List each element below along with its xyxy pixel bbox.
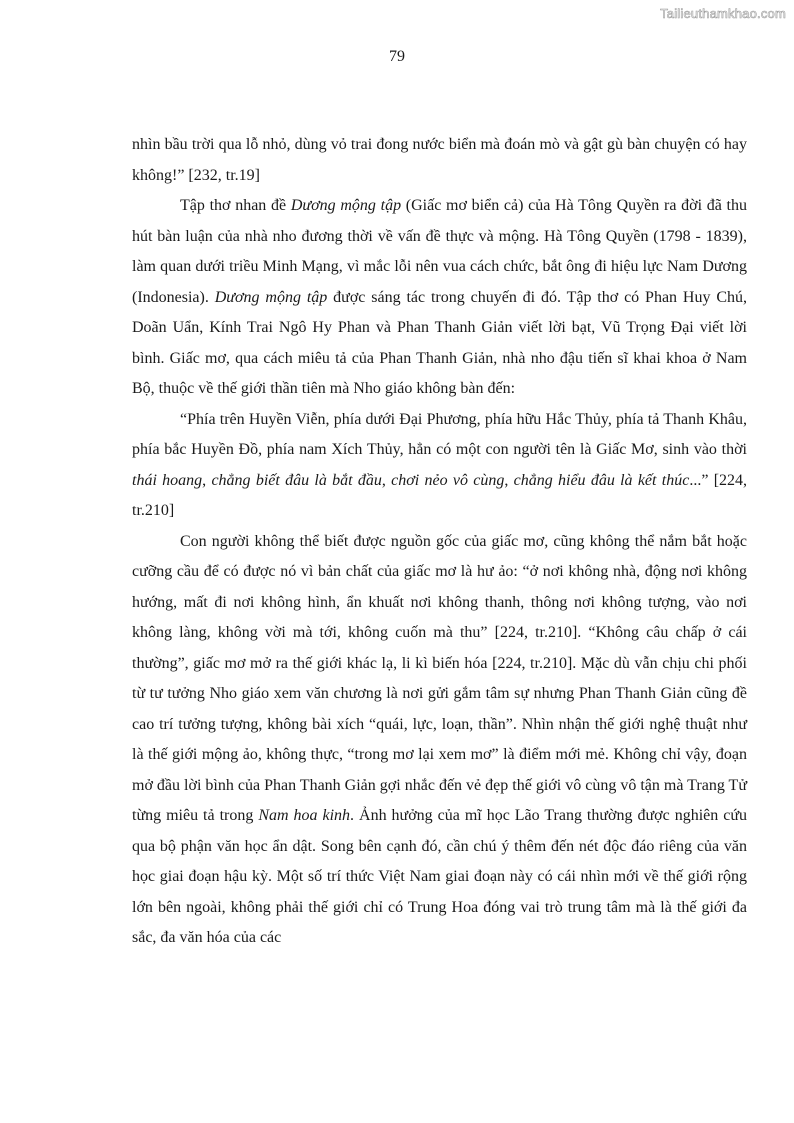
italic-phrase: chẳng hiểu đâu là kết thúc bbox=[513, 471, 690, 489]
watermark: Tailieuthamkhao.com bbox=[660, 6, 786, 21]
italic-phrase: thái hoang bbox=[132, 471, 203, 489]
text-run: được sáng tác trong chuyến đi đó. Tập thơ có Phan Huy Chú, Doãn Uẩn, Kính Trai Ngô Hy Phan và Phan Thanh Giản viết lời bạt, Vũ Trọng Đại viết lời bình. Giấc mơ, qua cách miêu tả của Phan Thanh Giản, nhà nho đậu tiến sĩ khai khoa ở Nam Bộ, thuộc về thế giới thần tiên mà Nho giáo không bàn đến: bbox=[132, 288, 748, 397]
book-title: Nam hoa kinh bbox=[258, 807, 351, 824]
text-run: . Ảnh hưởng của mĩ học Lão Trang thường được nghiên cứu qua bộ phận văn học ẩn dật. Song bên cạnh đó, cần chú ý thêm đến nét độc đáo riêng của văn học giai đoạn hậu kỳ. Một số trí thức Việt Nam giai đoạn này có cái nhìn mới về thế giới rộng lớn bên ngoài, không phải thế giới chỉ có Trung Hoa đóng vai trò trung tâm mà là thế giới đa sắc, đa văn hóa của các bbox=[132, 807, 747, 946]
text-run: “Phía trên Huyền Viễn, phía dưới Đại Phương, phía hữu Hắc Thủy, phía tả Thanh Khâu, phía bắc Huyền Đồ, phía nam Xích Thủy, hẳn có một con người tên là Giấc Mơ, sinh vào thời bbox=[132, 410, 747, 458]
paragraph-1: nhìn bầu trời qua lỗ nhỏ, dùng vỏ trai đong nước biển mà đoán mò và gật gù bàn chuyện có hay không!” [232, tr.19] bbox=[132, 136, 747, 184]
italic-phrase: chơi nẻo vô cùng bbox=[391, 471, 505, 489]
text-run: , bbox=[381, 471, 392, 489]
text-run: Con người không thể biết được nguồn gốc của giấc mơ, cũng không thể nắm bắt hoặc cưỡng cầu để có được nó vì bản chất của giấc mơ là hư ảo: “ở nơi không nhà, động nơi không hướng, mất đi nơi không hình, ẩn khuất nơi không thanh, thông nơi không tượng, vào nơi không làng, không vời mà tới, không cuốn mà thu” [224, tr.210]. “Không câu chấp ở cái thường”, giấc mơ mở ra thế giới khác lạ, li kì biến hóa [224, tr.210]. Mặc dù vẫn chịu chi phối từ tư tưởng Nho giáo xem văn chương là nơi gửi gắm tâm sự nhưng Phan Thanh Giản cũng đề cao trí tưởng tượng, không bài xích “quái, lực, loạn, thần”. Nhìn nhận thế giới nghệ thuật như là thế giới mộng ảo, không thực, “trong mơ lại xem mơ” là điểm mới mẻ. Không chỉ vậy, đoạn mở đầu lời bình của Phan Thanh Giản gợi nhắc đến vẻ đẹp thế giới vô cùng vô tận mà Trang Tử từng miêu tả trong bbox=[132, 532, 747, 824]
document-body bbox=[132, 130, 747, 954]
text-run: (Giấc mơ biển cả) của Hà Tông Quyền ra đời đã thu hút bàn luận của nhà nho đương thời về vấn đề thực và mộng. Hà Tông Quyền (1798 - 1839), làm quan dưới triều Minh Mạng, vì mắc lỗi nên vua cách chức, bắt ông đi hiệu lực Nam Dương (Indonesia). bbox=[132, 197, 747, 306]
book-title: Dương mộng tập bbox=[290, 197, 402, 214]
text-run: ...” [224, tr.210] bbox=[132, 471, 748, 519]
text-run: Tập thơ nhan đề bbox=[180, 197, 291, 214]
paragraph-2 bbox=[132, 191, 747, 405]
book-title: Dương mộng tập bbox=[214, 288, 328, 306]
quote-paragraph bbox=[132, 405, 747, 527]
paragraph-4 bbox=[132, 527, 747, 954]
page-number: 79 bbox=[389, 48, 405, 65]
italic-phrase: chẳng biết đâu là bắt đầu bbox=[211, 471, 382, 489]
text-run: , bbox=[504, 471, 514, 489]
text-run: , bbox=[202, 471, 212, 489]
